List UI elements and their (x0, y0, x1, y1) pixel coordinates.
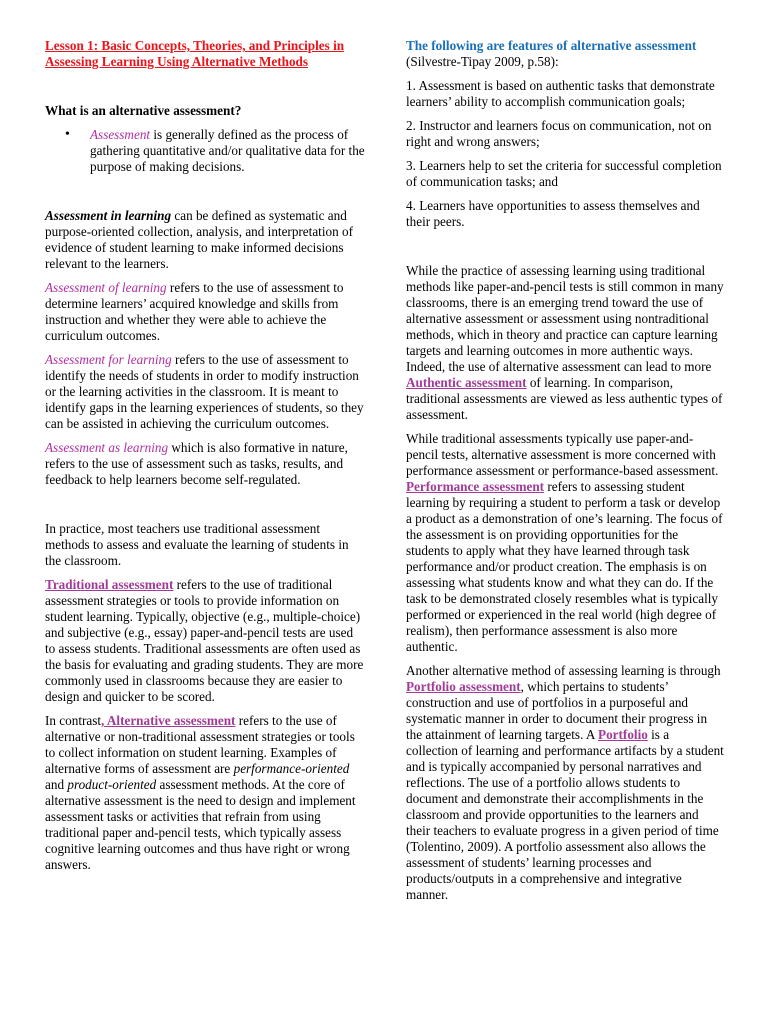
paragraph-traditional-assessment (45, 577, 365, 705)
paragraph-text: of learning. In comparison, traditional assessments are viewed as less authentic types of assessment. (406, 375, 723, 422)
definition-list (45, 127, 365, 175)
definition-text: is generally defined as the process of gathering quantitative and/or qualitative data for the purpose of making decisions. (90, 127, 365, 174)
lesson-title: Lesson 1: Basic Concepts, Theories, and Principles in Assessing Learning Using Alternative Methods (45, 38, 345, 69)
paragraph-text: While the practice of assessing learning using traditional methods like paper-and-pencil tests is still common in many classrooms, there is an emerging trend toward the use of alternative assessment or assessment using nontraditional methods, which in theory and practice can capture learning targets and learning outcomes in more authentic ways. Indeed, the use of alternative assessment can lead to more (406, 263, 724, 374)
definition-text: which is also formative in nature, refers to the use of assessment such as tasks, results, and feedback to help learners become self-regulated. (45, 440, 348, 487)
connector-text: and (45, 777, 68, 792)
paragraph-portfolio-assessment (406, 663, 724, 903)
paragraph-text: is a collection of learning and performance artifacts by a student and is typically accompanied by personal narratives and reflections. The use of a portfolio allows students to document and demonstrate their accomplishments in the classroom and provide opportunities to the learners and their teachers to evaluate progress in a given period of time (Tolentino, 2009). A portfolio assessment also allows the assessment of students’ learning processes and products/outputs in a comprehensive and integrative manner. (406, 727, 724, 902)
performance-oriented-text: performance-oriented (233, 761, 350, 776)
paragraph-performance-assessment (406, 431, 724, 655)
paragraph-authentic-assessment (406, 263, 724, 423)
term-assessment: Assessment (90, 127, 151, 142)
contrast-intro: In contrast (45, 713, 102, 728)
section-question: What is an alternative assessment? (45, 103, 242, 118)
left-column (45, 38, 365, 873)
paragraph-assessment-for-learning (45, 352, 365, 432)
term-assessment-of-learning: Assessment of learning (45, 280, 167, 295)
paragraph-text: refers to assessing student learning by requiring a student to perform a task or develop a product as a demonstration of one’s learning. The focus of the assessment is on providing opportunities for the students to apply what they have learned through task performance and/or product creation. The emphasis is on assessing what students know and what they can do. If the task to be demonstrated closely resembles what is typically performed or experienced in the real world (high degree of realism), then performance assessment is also more authentic. (406, 479, 723, 654)
paragraph-alternative-assessment (45, 713, 365, 873)
list-item (45, 127, 365, 175)
paragraph-assessment-as-learning (45, 440, 365, 488)
paragraph-practice: In practice, most teachers use traditional assessment methods to assess and evaluate the learning of students in the classroom. (45, 521, 349, 568)
feature-item: 2. Instructor and learners focus on communication, not on right and wrong answers; (406, 118, 712, 149)
term-assessment-as-learning: Assessment as learning (45, 440, 169, 455)
right-column (406, 38, 724, 903)
portfolio-link[interactable]: Portfolio (598, 727, 648, 742)
paragraph-assessment-of-learning (45, 280, 365, 344)
paragraph-text: , which pertains to students’ construction and use of portfolios in a purposeful and systematic manner in order to document their progress in the attainment of learning targets. A (406, 679, 708, 742)
paragraph-text: Another alternative method of assessing learning is through (406, 663, 721, 678)
paragraph-assessment-in-learning (45, 208, 365, 272)
performance-assessment-link[interactable]: Performance assessment (406, 479, 545, 494)
paragraph-text: While traditional assessments typically use paper-and-pencil tests, alternative assessment is more concerned with performance assessment or performance-based assessment. (406, 431, 719, 478)
definition-text: assessment methods. At the core of alternative assessment is the need to design and implement assessment tasks or activities that refrain from using traditional paper and-pencil tests, which typically assess cognitive learning outcomes and thus have right or wrong answers. (45, 777, 356, 872)
product-oriented-text: product-oriented (67, 777, 157, 792)
traditional-assessment-link[interactable]: Traditional assessment (45, 577, 174, 592)
definition-text: refers to the use of assessment to identify the needs of students in order to modify instruction or the learning activities in the classroom. It is meant to identify gaps in the learning experiences of students, so they can be assisted in achieving the curriculum outcomes. (45, 352, 364, 431)
feature-item: 4. Learners have opportunities to assess themselves and their peers. (406, 198, 700, 229)
feature-item: 3. Learners help to set the criteria for successful completion of communication tasks; and (406, 158, 722, 189)
term-assessment-for-learning: Assessment for learning (45, 352, 172, 367)
authentic-assessment-link[interactable]: Authentic assessment (406, 375, 527, 390)
features-citation: (Silvestre-Tipay 2009, p.58): (406, 54, 559, 69)
definition-text: refers to the use of alternative or non-traditional assessment strategies or tools to collect information on student learning. Examples of alternative forms of assessment are (45, 713, 355, 776)
definition-text: refers to the use of assessment to determine learners’ acquired knowledge and skills from instruction and whether they were able to achieve the curriculum outcomes. (45, 280, 344, 343)
portfolio-assessment-link[interactable]: Portfolio assessment (406, 679, 521, 694)
bullet-icon: • (65, 127, 70, 142)
feature-item: 1. Assessment is based on authentic tasks that demonstrate learners’ ability to accomplish communication goals; (406, 78, 715, 109)
definition-text: refers to the use of traditional assessment strategies or tools to provide information on student learning. Typically, objective (e.g., multiple-choice) and subjective (e.g., essay) paper-and-pencil tests are used to assess students. Traditional assessments are often used as the basis for evaluating and grading students. They are more commonly used in classrooms because they are easier to design and quicker to be scored. (45, 577, 364, 704)
term-assessment-in-learning: Assessment in learning (45, 208, 172, 223)
features-heading: The following are features of alternative assessment (406, 38, 697, 53)
definition-text: can be defined as systematic and purpose-oriented collection, analysis, and interpretation of evidence of student learning to make informed decisions relevant to the learners. (45, 208, 353, 271)
alternative-assessment-link[interactable]: , Alternative assessment (101, 713, 236, 728)
